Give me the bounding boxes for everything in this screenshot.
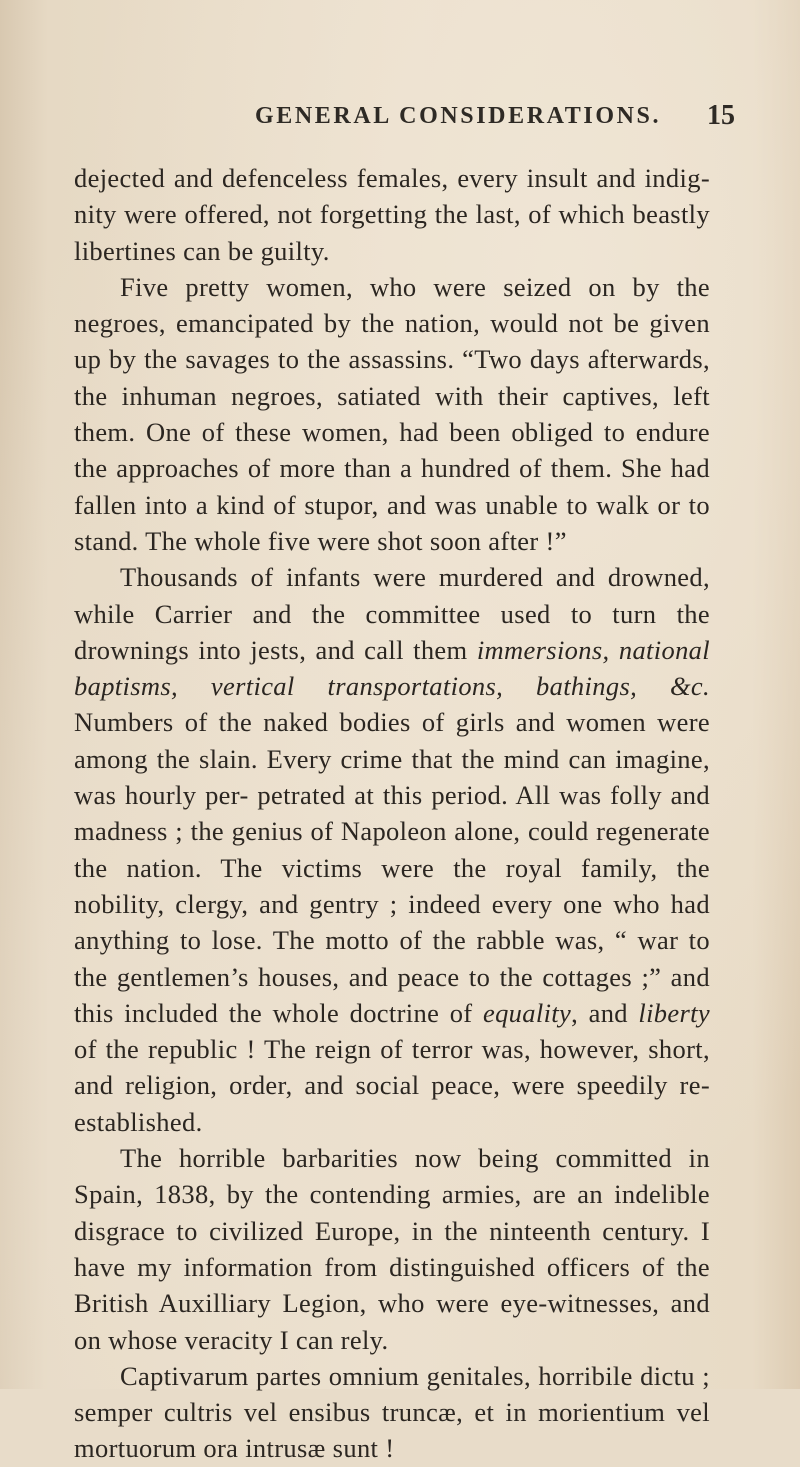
paragraph-4 [74, 1140, 710, 1358]
text-segment: Thousands of infants were murdered and drowned, while Carrier and the committee used to turn the drownings into jests, and call them [74, 562, 710, 665]
italic-segment: equality [482, 997, 572, 1028]
text-segment: Numbers of the naked bodies of girls and women were among the slain. Every crime that the mind can imagine, was hourly per- petrated at this period. All was folly and madness ; the genius of Napoleon alone, could regenerate the nation. The victims were the royal family, the nobility, clergy, and gentry ; indeed every one who had anything to lose. The motto of the rabble was, “ war to the gentlemen’s houses, and peace to the cottages ;” and this included the whole doctrine of [74, 707, 710, 1028]
paragraph-1 [74, 160, 710, 269]
italic-segment: immersions, national baptisms, vertical transportations, bathings, &c. [74, 634, 710, 702]
running-head: GENERAL CONSIDERATIONS. [255, 103, 662, 129]
italic-segment: liberty [638, 997, 710, 1028]
text-segment: Captivarum partes omnium genitales, horribile dictu ; semper cultris vel ensibus truncæ, et in morientium vel mortuorum ora intrusæ sunt ! [74, 1360, 710, 1464]
paragraph-5 [74, 1358, 710, 1467]
text-segment: dejected and defenceless females, every insult and indig- nity were offered, not forgetting the last, of which beastly libertines can be guilty. [74, 163, 710, 266]
page-number: 15 [707, 100, 735, 131]
text-segment: of the republic ! The reign of terror was, however, short, and religion, order, and social peace, were speedily re-established. [74, 1034, 710, 1137]
body-text [74, 160, 710, 1467]
paragraph-3 [74, 559, 710, 1140]
text-segment: The horrible barbarities now being committed in Spain, 1838, by the contending armies, are an indelible disgrace to civilized Europe, in the ninteenth century. I have my information from distinguished officers of the British Auxilliary Legion, who were eye-witnesses, and on whose veracity I can rely. [74, 1143, 710, 1355]
text-segment: Five pretty women, who were seized on by the negroes, emancipated by the nation, would not be given up by the savages to the assassins. “Two days afterwards, the inhuman negroes, satiated with their captives, left them. One of these women, had been obliged to endure the approaches of more than a hundred of them. She had fallen into a kind of stupor, and was unable to walk or to stand. The whole five were shot soon after !” [74, 271, 710, 556]
text-segment: , and [571, 997, 639, 1028]
page-header [0, 100, 800, 143]
paragraph-2 [74, 269, 710, 559]
